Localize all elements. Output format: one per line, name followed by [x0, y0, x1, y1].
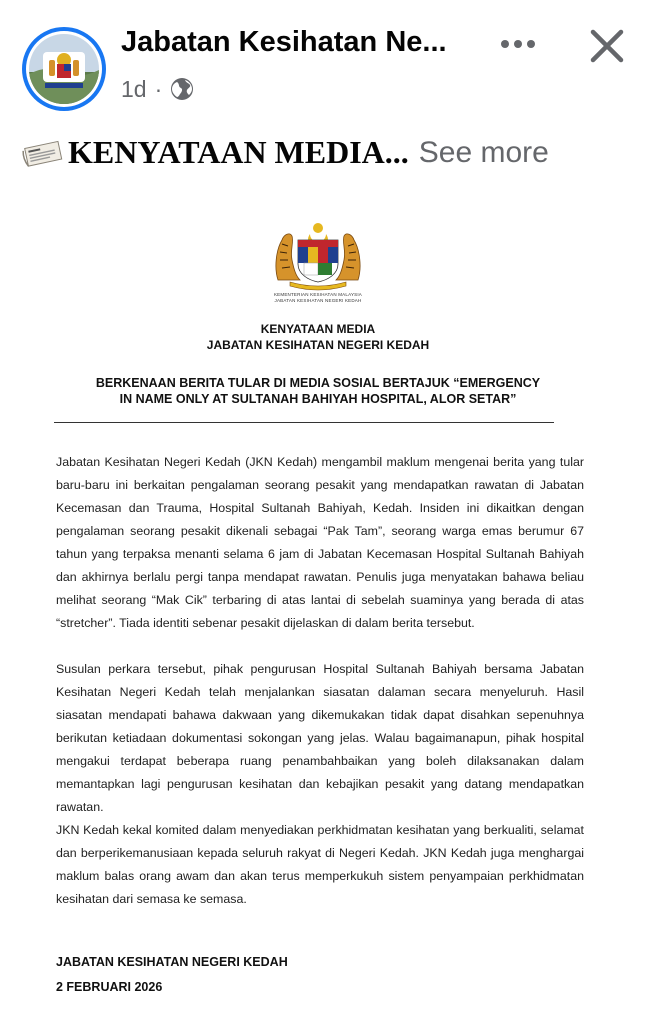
post-time[interactable]: 1d	[121, 75, 147, 102]
page-logo-icon	[29, 34, 99, 104]
signature-organization: JABATAN KESIHATAN NEGERI KEDAH	[56, 955, 288, 969]
page-name[interactable]: Jabatan Kesihatan Ne...	[121, 26, 447, 58]
post-header	[0, 0, 648, 125]
see-more-link[interactable]: See more	[418, 135, 549, 169]
paragraph-3: JKN Kedah kekal komited dalam menyediakan perkhidmatan kesihatan yang berkualiti, selamat dan berperikemanusiaan kepada seluruh rakyat di Negeri Kedah. JKN Kedah juga menghargai maklum balas orang awam dan akan terus memperkukuh sistem penyampaian perkhidmatan kesihatan dari semasa ke semasa.	[56, 823, 584, 906]
meta-separator: ·	[154, 75, 163, 102]
more-dot	[527, 40, 535, 48]
close-icon[interactable]	[583, 22, 631, 70]
document-issuer: JABATAN KESIHATAN NEGERI KEDAH	[206, 338, 430, 352]
more-dot	[501, 40, 509, 48]
signature-date: 2 FEBRUARI 2026	[56, 980, 163, 994]
document-subject-line1: BERKENAAN BERITA TULAR DI MEDIA SOSIAL BERTAJUK “EMERGENCY	[95, 376, 541, 390]
paragraph-1: Jabatan Kesihatan Negeri Kedah (JKN Kedah) mengambil maklum mengenai berita yang tular baru-baru ini berkaitan pengalaman seorang pesakit yang mendapatkan rawatan di Jabatan Kecemasan dan Trauma, Hospital Sultanah Bahiyah, Kedah. Insiden ini dikaitkan dengan pengalaman seorang pesakit dikenali sebagai “Pak Tam”, seorang warga emas berumur 67 tahun yang terpaksa menanti selama 6 jam di Jabatan Kecemasan Hospital Sultanah Bahiyah dan akhirnya berlalu pergi tanpa mendapat rawatan. Penulis juga menyatakan bahawa beliau melihat seorang “Mak Cik” terbaring di atas lantai di sebelah suaminya yang berada di atas “stretcher”. Tiada identiti sebenar pesakit dijelaskan di dalam berita tersebut.	[56, 455, 584, 630]
divider	[54, 422, 554, 423]
malaysia-coat-of-arms-icon	[270, 220, 366, 292]
newspaper-icon	[20, 137, 64, 169]
caption-text: KENYATAAN MEDIA...	[68, 134, 409, 170]
globe-icon	[170, 77, 194, 101]
press-statement-image[interactable]	[0, 185, 648, 1015]
more-options-button[interactable]	[493, 26, 543, 62]
document-subject-line2: IN NAME ONLY AT SULTANAH BAHIYAH HOSPITAL, ALOR SETAR”	[119, 392, 517, 406]
more-dot	[514, 40, 522, 48]
department-name: JABATAN KESIHATAN NEGERI KEDAH	[274, 298, 362, 303]
paragraph-2: Susulan perkara tersebut, pihak pengurusan Hospital Sultanah Bahiyah bersama Jabatan Kesihatan Negeri Kedah telah menjalankan siasatan dalaman secara menyeluruh. Hasil siasatan mendapati bahawa dakwaan yang dikemukakan tidak dapat disahkan sepenuhnya berikutan ketiadaan dokumentasi sokongan yang jelas. Walau bagaimanapun, pihak hospital mengakui terdapat beberapa ruang penambahbaikan yang boleh dilaksanakan dalam memantapkan lagi pengurusan kesihatan dan kebajikan pesakit yang datang mendapatkan rawatan.	[56, 662, 584, 814]
post-meta	[121, 73, 194, 105]
document-title: KENYATAAN MEDIA	[260, 322, 376, 336]
page-avatar[interactable]	[22, 27, 106, 111]
post-caption	[20, 130, 630, 175]
ministry-name: KEMENTERIAN KESIHATAN MALAYSIA	[273, 292, 363, 297]
